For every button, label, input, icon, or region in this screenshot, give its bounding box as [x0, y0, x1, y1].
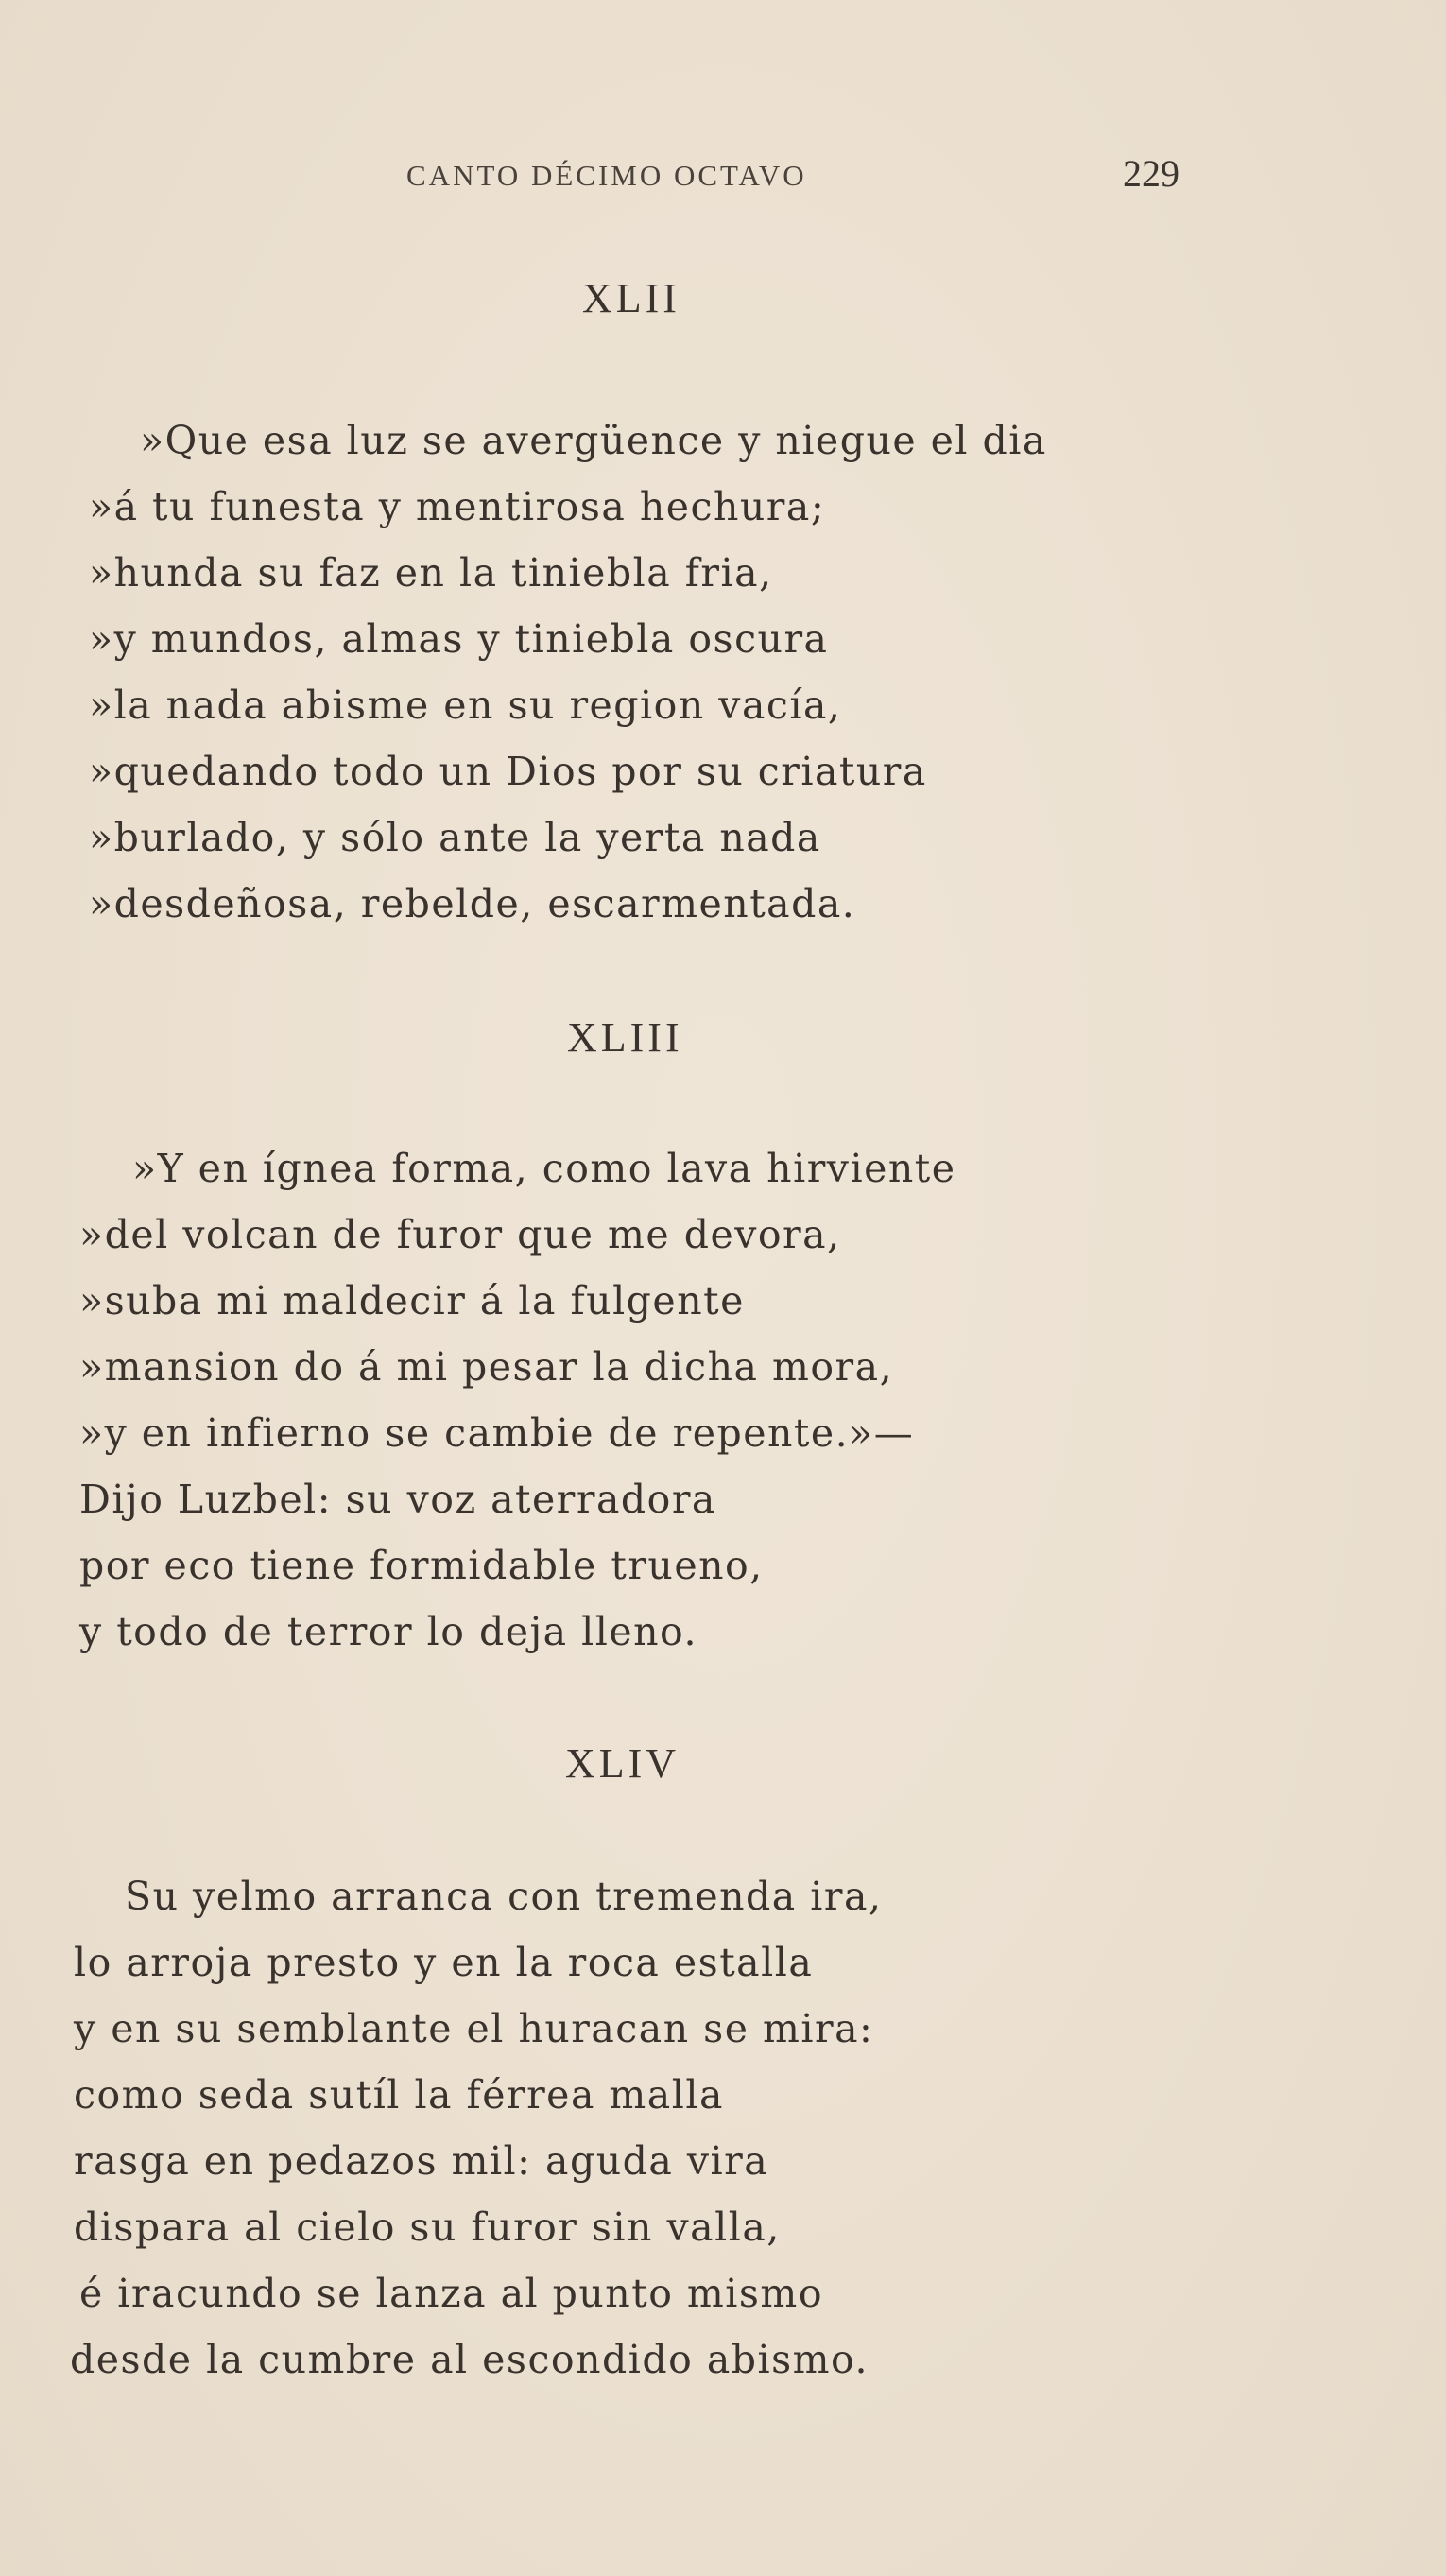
- verse-line: »hunda su faz en la tiniebla fria,: [89, 550, 773, 596]
- verse-line: »mansion do á mi pesar la dicha mora,: [79, 1344, 894, 1390]
- verse-line: por eco tiene formidable trueno,: [79, 1543, 764, 1588]
- verse-line: »á tu funesta y mentirosa hechura;: [89, 484, 826, 529]
- verse-line: desde la cumbre al escondido abismo.: [70, 2337, 869, 2382]
- page-number: 229: [1123, 152, 1179, 195]
- verse-line: »y en infierno se cambie de repente.»—: [79, 1410, 915, 1456]
- verse-line: »del volcan de furor que me devora,: [79, 1212, 841, 1257]
- verse-line: Dijo Luzbel: su voz aterradora: [79, 1477, 716, 1522]
- stanza-number: XLIII: [567, 1014, 683, 1061]
- verse-line: dispara al cielo su furor sin valla,: [74, 2204, 781, 2250]
- verse-line: é iracundo se lanza al punto mismo: [79, 2271, 823, 2316]
- verse-line: lo arroja presto y en la roca estalla: [74, 1940, 814, 1985]
- verse-line: rasga en pedazos mil: aguda vira: [74, 2138, 769, 2184]
- verse-line: y todo de terror lo deja lleno.: [79, 1609, 698, 1654]
- verse-line: »Que esa luz se avergüence y niegue el dia: [140, 418, 1047, 463]
- verse-line: »burlado, y sólo ante la yerta nada: [89, 815, 821, 860]
- verse-line: »suba mi maldecir á la fulgente: [79, 1278, 745, 1323]
- verse-line: y en su semblante el huracan se mira:: [74, 2006, 874, 2051]
- verse-line: »desdeñosa, rebelde, escarmentada.: [89, 881, 856, 926]
- verse-line: »quedando todo un Dios por su criatura: [89, 749, 927, 794]
- verse-line: »Y en ígnea forma, como lava hirviente: [132, 1146, 956, 1191]
- verse-line: como seda sutíl la férrea malla: [74, 2072, 724, 2118]
- verse-line: »la nada abisme en su region vacía,: [89, 683, 842, 728]
- stanza-number: XLII: [582, 275, 680, 321]
- stanza-number: XLIV: [565, 1740, 680, 1787]
- verse-line: Su yelmo arranca con tremenda ira,: [125, 1874, 883, 1919]
- verse-line: »y mundos, almas y tiniebla oscura: [89, 616, 829, 662]
- running-title: CANTO DÉCIMO OCTAVO: [406, 159, 807, 192]
